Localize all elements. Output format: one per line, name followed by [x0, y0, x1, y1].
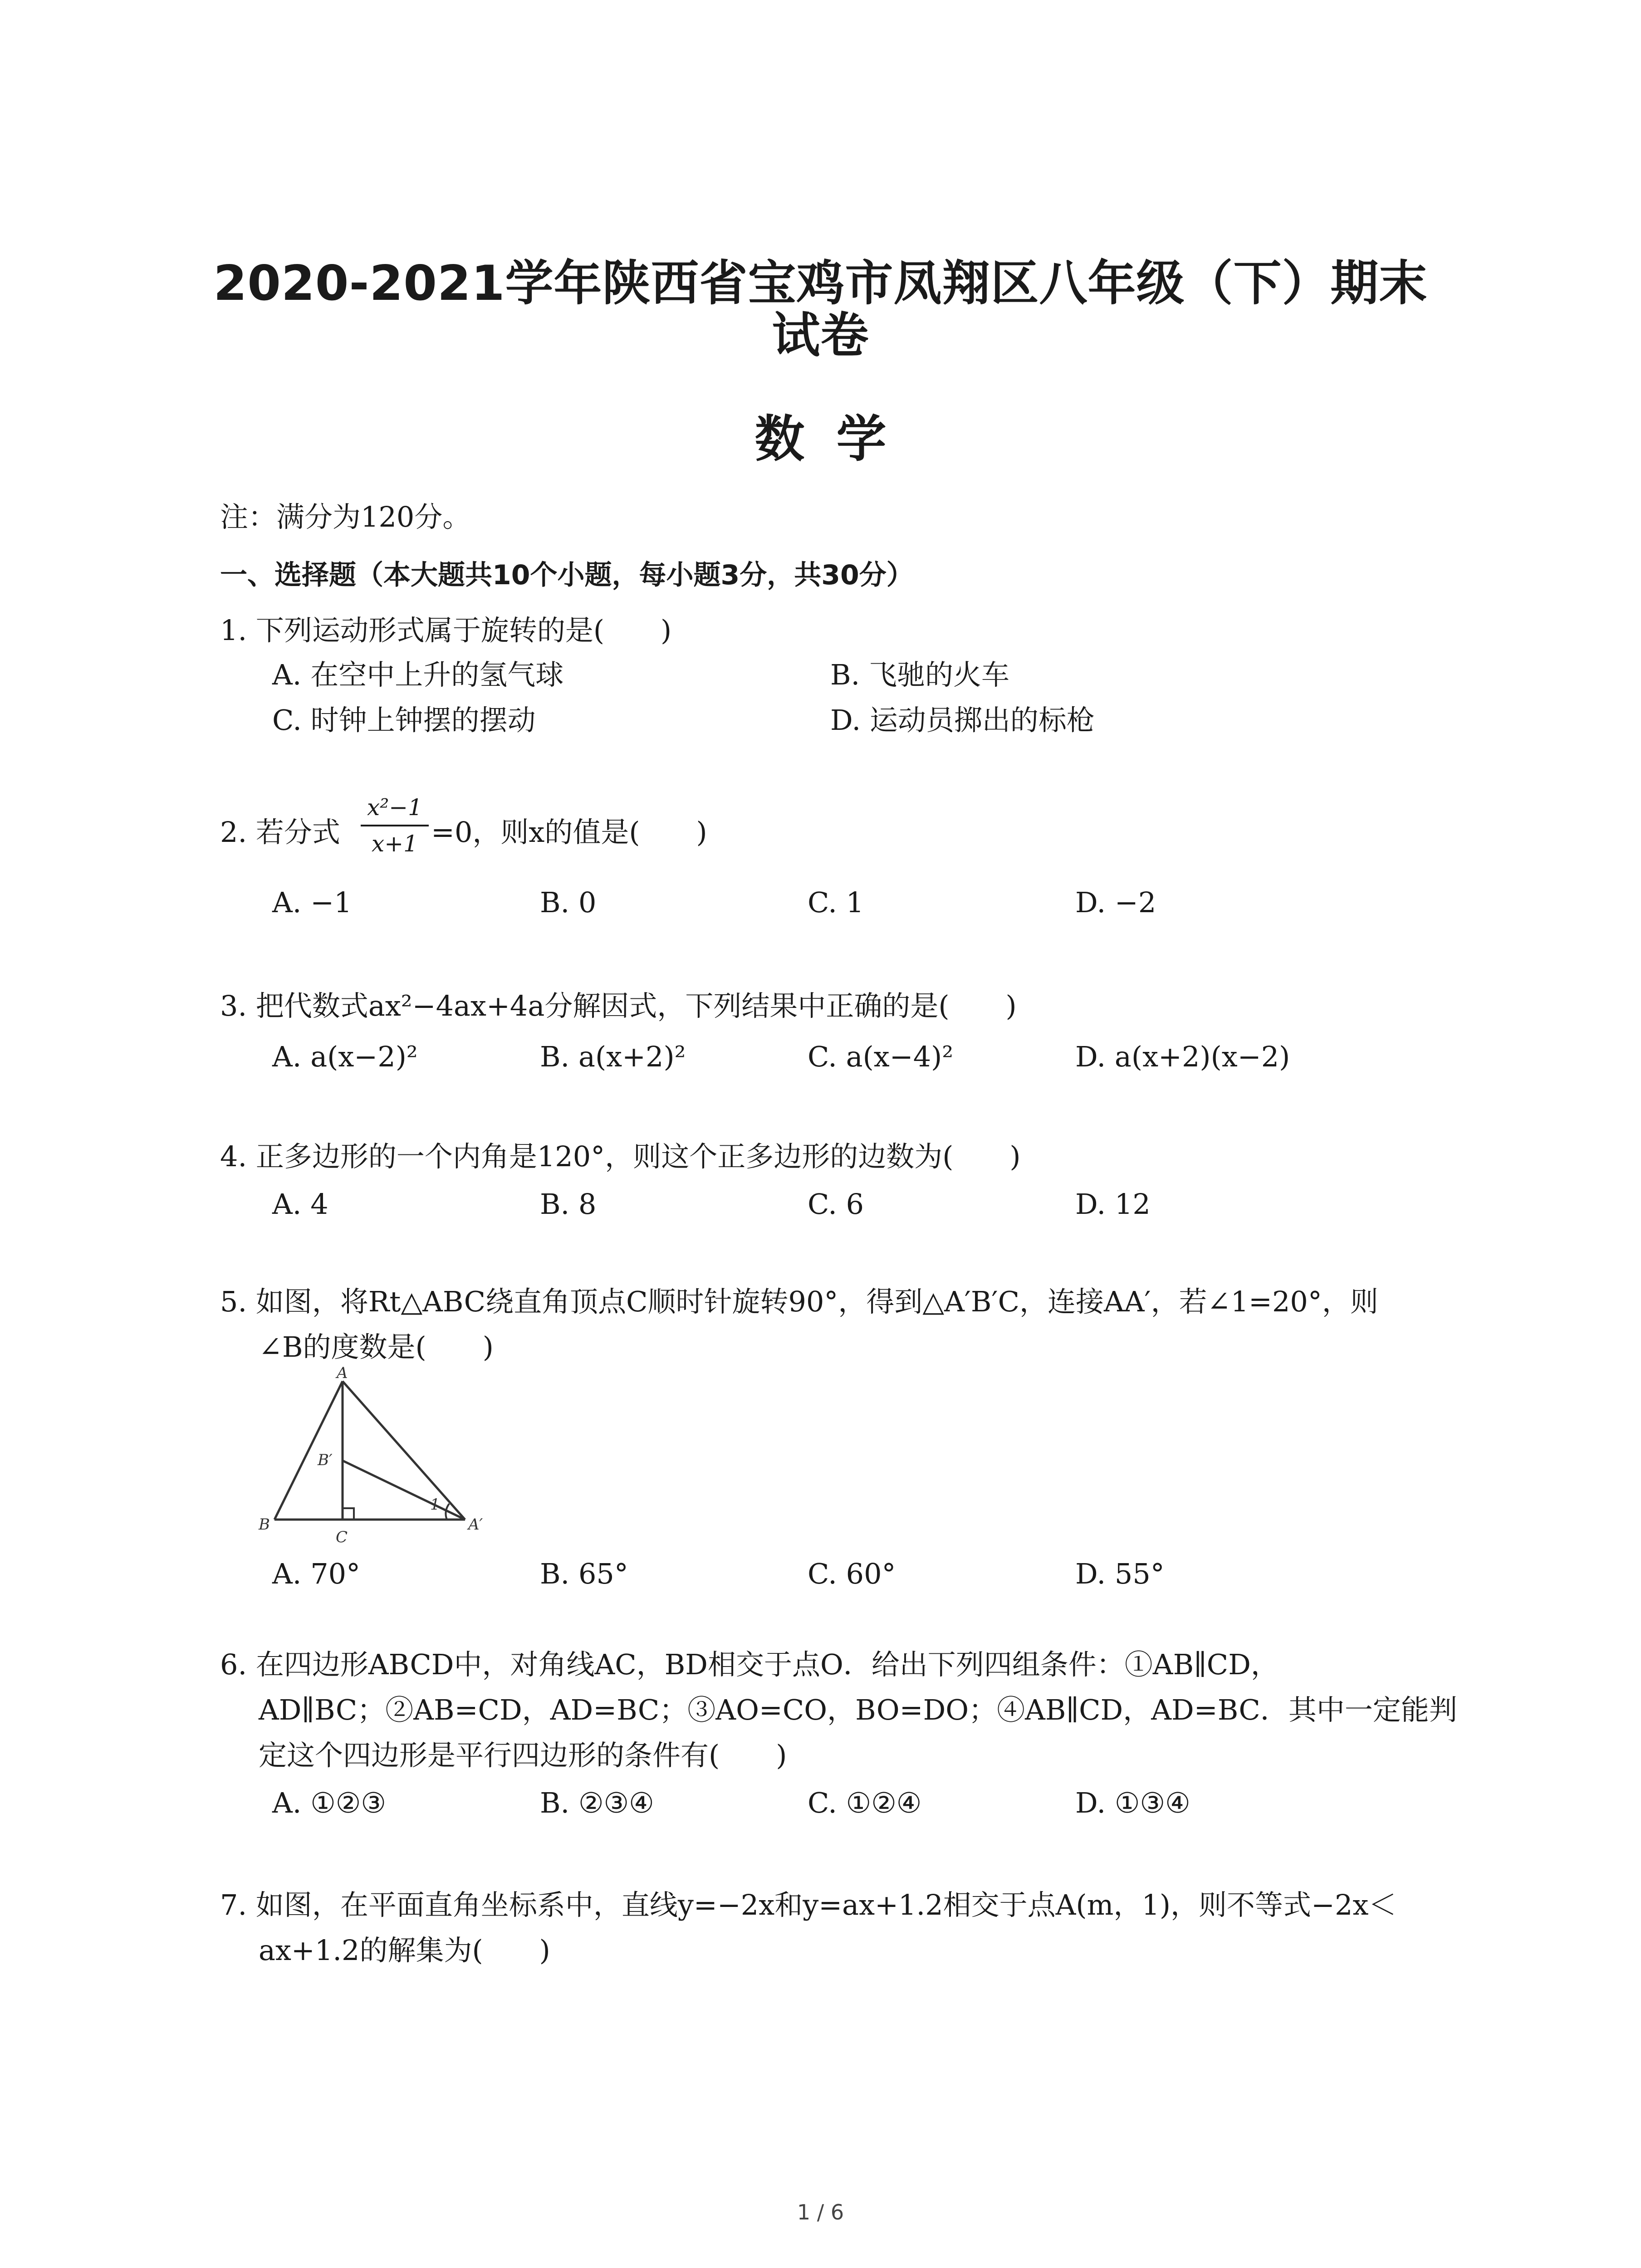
- q4-option-a: A. 4: [272, 1188, 328, 1221]
- q6-option-d: D. ①③④: [1075, 1786, 1190, 1819]
- q5-right-angle-mark: [343, 1508, 354, 1520]
- q5-label-b: B: [259, 1515, 270, 1534]
- q2-fraction-denominator: x+1: [372, 831, 418, 857]
- q2-option-a: A. −1: [272, 886, 352, 919]
- q4-option-b: B. 8: [540, 1188, 597, 1221]
- q3-option-a: A. a(x−2)²: [272, 1040, 418, 1073]
- section-heading: 一、选择题（本大题共10个小题，每小题3分，共30分）: [220, 559, 914, 591]
- exam-title-line1: 2020-2021学年陕西省宝鸡市凤翔区八年级（下）期末: [213, 255, 1428, 311]
- q6-stem-line3: 定这个四边形是平行四边形的条件有( ): [259, 1739, 787, 1772]
- q6-option-b: B. ②③④: [540, 1786, 654, 1819]
- exam-title-line2: 试卷: [772, 308, 869, 363]
- q1-option-c: C. 时钟上钟摆的摆动: [272, 704, 536, 737]
- score-note: 注：满分为120分。: [220, 500, 471, 533]
- q5-label-c: C: [336, 1528, 348, 1546]
- q4-option-d: D. 12: [1075, 1188, 1151, 1221]
- q1-stem: 1. 下列运动形式属于旋转的是( ): [220, 614, 672, 647]
- q5-option-b: B. 65°: [540, 1557, 628, 1590]
- q7-stem-line1: 7. 如图，在平面直角坐标系中，直线y=−2x和y=ax+1.2相交于点A(m，1)，则不等式−2x＜: [220, 1888, 1397, 1921]
- q4-option-c: C. 6: [808, 1188, 864, 1221]
- q3-stem: 3. 把代数式ax²−4ax+4a分解因式，下列结果中正确的是( ): [220, 989, 1017, 1022]
- q1-option-b: B. 飞驰的火车: [830, 658, 1009, 691]
- q6-stem-line1: 6. 在四边形ABCD中，对角线AC，BD相交于点O．给出下列四组条件：①AB∥CD，: [220, 1648, 1279, 1681]
- q5-option-d: D. 55°: [1075, 1557, 1165, 1590]
- q2-prefix: 2. 若分式: [220, 816, 340, 849]
- q6-stem-line2: AD∥BC；②AB=CD，AD=BC；③AO=CO，BO=DO；④AB∥CD，AD=BC．其中一定能判: [259, 1693, 1457, 1726]
- q5-segment-ab: [274, 1381, 343, 1520]
- subject-heading: 数学: [754, 410, 918, 468]
- q4-stem: 4. 正多边形的一个内角是120°，则这个正多边形的边数为( ): [220, 1140, 1021, 1173]
- q7-stem-line2: ax+1.2的解集为( ): [259, 1934, 550, 1967]
- q5-label-angle-1: 1: [430, 1496, 440, 1514]
- q5-segment-aa-prime: [343, 1381, 465, 1520]
- q1-option-d: D. 运动员掷出的标枪: [830, 704, 1095, 737]
- q1-option-a: A. 在空中上升的氢气球: [272, 658, 564, 691]
- q5-label-a-prime: A′: [468, 1515, 483, 1534]
- q5-option-a: A. 70°: [272, 1557, 361, 1590]
- q5-stem-line1: 5. 如图，将Rt△ABC绕直角顶点C顺时针旋转90°，得到△A′B′C，连接AA′，若∠1=20°，则: [220, 1285, 1378, 1318]
- q6-option-c: C. ①②④: [808, 1786, 922, 1819]
- q3-option-c: C. a(x−4)²: [808, 1040, 954, 1073]
- q2-option-c: C. 1: [808, 886, 864, 919]
- q2-option-d: D. −2: [1075, 886, 1156, 919]
- q6-option-a: A. ①②③: [272, 1786, 386, 1819]
- q2-fraction-bar: [361, 825, 429, 826]
- q3-option-b: B. a(x+2)²: [540, 1040, 686, 1073]
- q2-fraction-numerator: x²−1: [367, 794, 422, 821]
- q5-label-a: A: [337, 1365, 348, 1382]
- q5-option-c: C. 60°: [808, 1557, 896, 1590]
- q2-suffix: =0，则x的值是( ): [431, 816, 707, 849]
- q3-option-d: D. a(x+2)(x−2): [1075, 1040, 1290, 1073]
- q5-label-b-prime: B′: [318, 1451, 333, 1469]
- q5-stem-line2: ∠B的度数是( ): [259, 1330, 494, 1364]
- q5-triangle-figure: [254, 1365, 499, 1547]
- q2-option-b: B. 0: [540, 886, 597, 919]
- page-number: 1 / 6: [797, 2200, 844, 2224]
